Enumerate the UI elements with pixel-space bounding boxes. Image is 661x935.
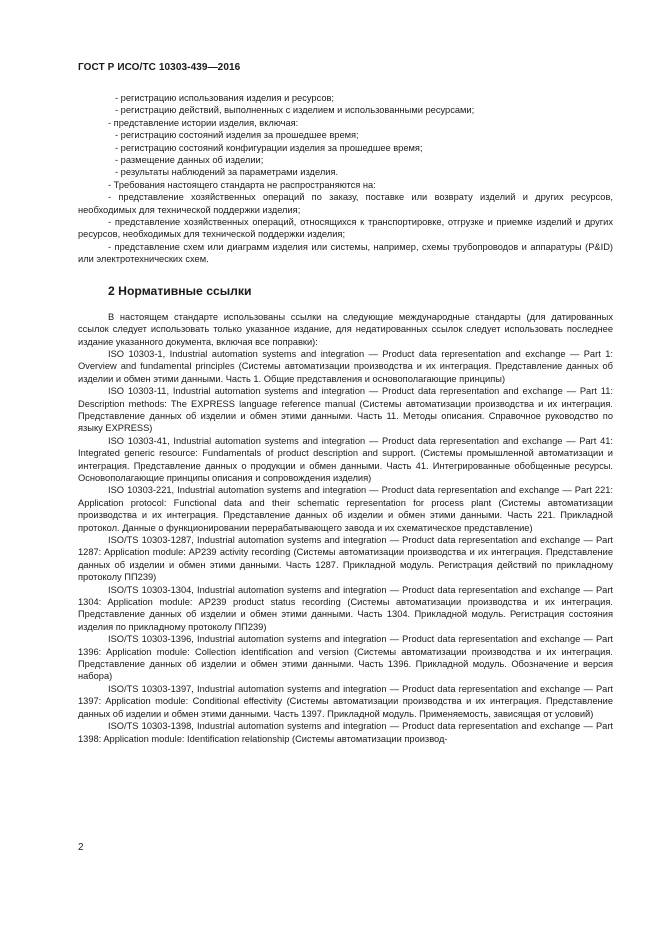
list-item: - регистрацию состояний изделия за прошедшее время; [115,130,359,141]
reference-item: ISO 10303-11, Industrial automation systems and integration — Product data representation and exchange — Part 11: Description methods: The EXPRESS language reference manual (Системы автоматизации производства и их интеграция. Представление данных об изделии и обмен этими данными. Часть 11. Методы описания. Справочное руководство по языку EXPRESS) [78,386,613,434]
reference-item: ISO/TS 10303-1287, Industrial automation systems and integration — Product data representation and exchange — Part 1287: Application module: AP239 activity recording (Системы автоматизации производства и их интеграция. Представление данных об изделии и обмен этими данными. Часть 1287. Прикладной модуль. Регистрация действий по прикладному протоколу ПП239) [78,535,613,583]
exclusion-item: - представление хозяйственных операций по заказу, поставке или возврату изделий и других ресурсов, необходимых для технической поддержки изделия; [78,192,613,215]
document-header: ГОСТ Р ИСО/ТС 10303-439—2016 [78,62,241,73]
list-item: - регистрацию состояний конфигурации изделия за прошедшее время; [115,142,423,153]
list-intro: - представление истории изделия, включая: [108,117,299,128]
section-intro: В настоящем стандарте использованы ссылки на следующие международные стандарты (для датированных ссылок следует использовать только указанное издание, для недатированных ссылок следует использовать последнее издание указанного документа, включая все поправки): [78,311,613,347]
reference-item: ISO 10303-41, Industrial automation systems and integration — Product data representation and exchange — Part 41: Integrated generic resource: Fundamentals of product description and support. (Системы промышленной автоматизации и интеграция. Представление данных о продукции и обмен данными. Часть 41. Интегрированные обобщенные ресурсы. Основополагающие принципы описания и сопровождения изделия) [78,435,613,483]
reference-item: ISO/TS 10303-1398, Industrial automation systems and integration — Product data representation and exchange — Part 1398: Application module: Identification relationship (Системы автоматизации производ- [78,721,613,744]
document-body [78,92,613,745]
list-item: - результаты наблюдений за параметрами изделия. [115,167,339,178]
exclusions-intro: - Требования настоящего стандарта не распространяются на: [108,179,376,190]
list-item: - размещение данных об изделии; [115,155,264,166]
list-item: - регистрацию действий, выполненных с изделием и использованными ресурсами; [115,105,475,116]
exclusion-item: - представление хозяйственных операций, относящихся к транспортировке, отгрузке и приемке изделий и других ресурсов, необходимых для технической поддержки изделия; [78,217,613,240]
exclusion-item: - представление схем или диаграмм изделия или системы, например, схемы трубопроводов и аппаратуры (P&ID) или электротехнических схем. [78,241,613,265]
section-title: 2 Нормативные ссылки [108,283,252,298]
page-number: 2 [78,842,84,853]
reference-item: ISO 10303-1, Industrial automation systems and integration — Product data representation and exchange — Part 1: Overview and fundamental principles (Системы автоматизации производства и их интеграция. Представление данных об изделии и обмен этими данными. Часть 1. Общие представления и основополагающие принципы) [78,348,613,384]
reference-item: ISO/TS 10303-1304, Industrial automation systems and integration — Product data representation and exchange — Part 1304: Application module: AP239 product status recording (Системы автоматизации производства и их интеграция. Представление данных об изделии и обмен этими данными. Часть 1304. Прикладной модуль. Регистрация состояния изделия по прикладному протоколу ПП239) [78,584,613,632]
reference-item: ISO/TS 10303-1397, Industrial automation systems and integration — Product data representation and exchange — Part 1397: Application module: Conditional effectivity (Системы автоматизации производства и их интеграция. Представление данных об изделии и обмен этими данными. Часть 1397. Прикладной модуль. Применяемость, зависящая от условий) [78,683,613,719]
list-item: - регистрацию использования изделия и ресурсов; [115,93,335,103]
reference-item: ISO/TS 10303-1396, Industrial automation systems and integration — Product data representation and exchange — Part 1396: Application module: Collection identification and version (Системы автоматизации производства и их интеграция. Представление данных об изделии и обмен этими данными. Часть 1396. Прикладной модуль. Обозначение и версия набора) [78,634,613,682]
reference-item: ISO 10303-221, Industrial automation systems and integration — Product data representation and exchange — Part 221: Application protocol: Functional data and their schematic representation for process plant (Системы автоматизации производства и их интеграция. Представление данных об изделии и обмен этими данными. Часть 221. Прикладной протокол. Данные о функционировании перерабатывающего завода и их схематическое представление) [78,485,613,533]
